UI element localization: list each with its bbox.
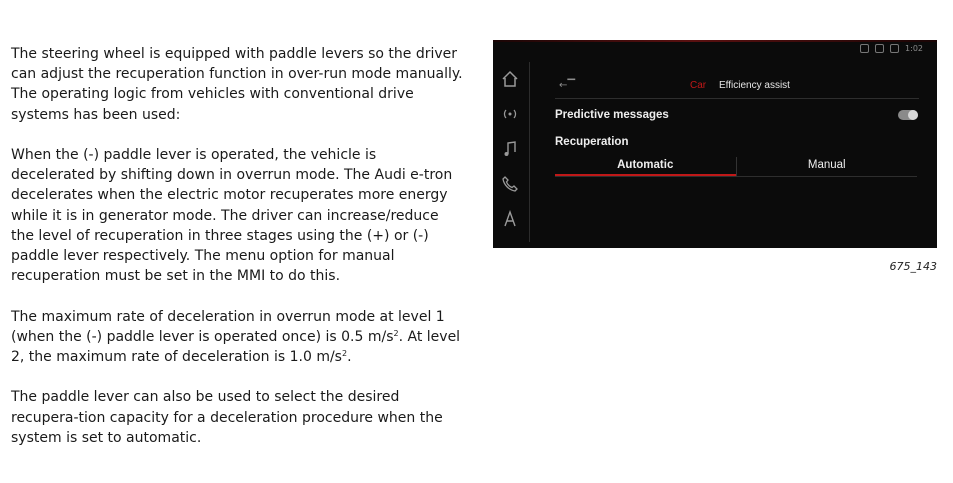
navigation-icon[interactable] [501,210,521,230]
predictive-messages-label[interactable]: Predictive messages [555,109,669,121]
paragraph-3-part-b: . At level 2, the maximum rate of deceleration is 1.0 m/s [11,328,461,366]
paragraph-3-part-c: . [347,349,352,366]
option-automatic[interactable]: Automatic [555,157,736,176]
paragraph-1: The steering wheel is equipped with paddle levers so the driver can adjust the recuperation function in over-run mode manually. The operating logic from vehicles with conventional drive systems has been used: [11,46,463,123]
bluetooth-icon [860,44,869,53]
option-manual[interactable]: Manual [736,157,918,176]
top-accent-line [493,40,937,42]
signal-icon [890,44,899,53]
home-icon[interactable] [501,70,521,90]
paragraph-4: The paddle lever can also be used to select the desired recupera-tion capacity for a deceleration procedure when the system is set to automatic. [11,389,443,446]
mmi-screenshot [493,40,937,248]
recuperation-label: Recuperation [555,136,629,148]
paragraph-3 [11,307,463,368]
paragraph-3-part-a: The maximum rate of deceleration in overrun mode at level 1 (when the (-) paddle lever is operated once) is 0.5 m/s [11,308,445,345]
body-text [11,44,463,468]
superscript-2: 2 [393,328,399,338]
screen-header [555,80,919,99]
phone-icon[interactable] [501,175,521,195]
paragraph-2: When the (-) paddle lever is operated, the vehicle is decelerated by shifting down in overrun mode. The Audi e-tron decelerates when the electric motor recuperates more energy while it is in generator mode. The driver can increase/reduce the level of recuperation in three stages using the (+) or (-) paddle lever respectively. The menu option for manual recuperation must be set in the MMI to do this. [11,147,453,285]
screen-title: Efficiency assist [719,80,790,91]
radio-icon[interactable] [501,105,521,125]
back-arrow-icon[interactable]: ←▔ [559,80,576,91]
predictive-messages-toggle[interactable] [898,110,918,120]
figure-caption: 675_143 [889,260,937,273]
left-nav [493,62,530,242]
music-icon[interactable] [501,140,521,160]
user-icon [875,44,884,53]
breadcrumb-car[interactable]: Car [690,80,707,91]
status-time: 1:02 [905,44,923,53]
recuperation-mode-selector [555,157,917,177]
status-bar [860,44,923,53]
superscript-2: 2 [341,349,348,359]
